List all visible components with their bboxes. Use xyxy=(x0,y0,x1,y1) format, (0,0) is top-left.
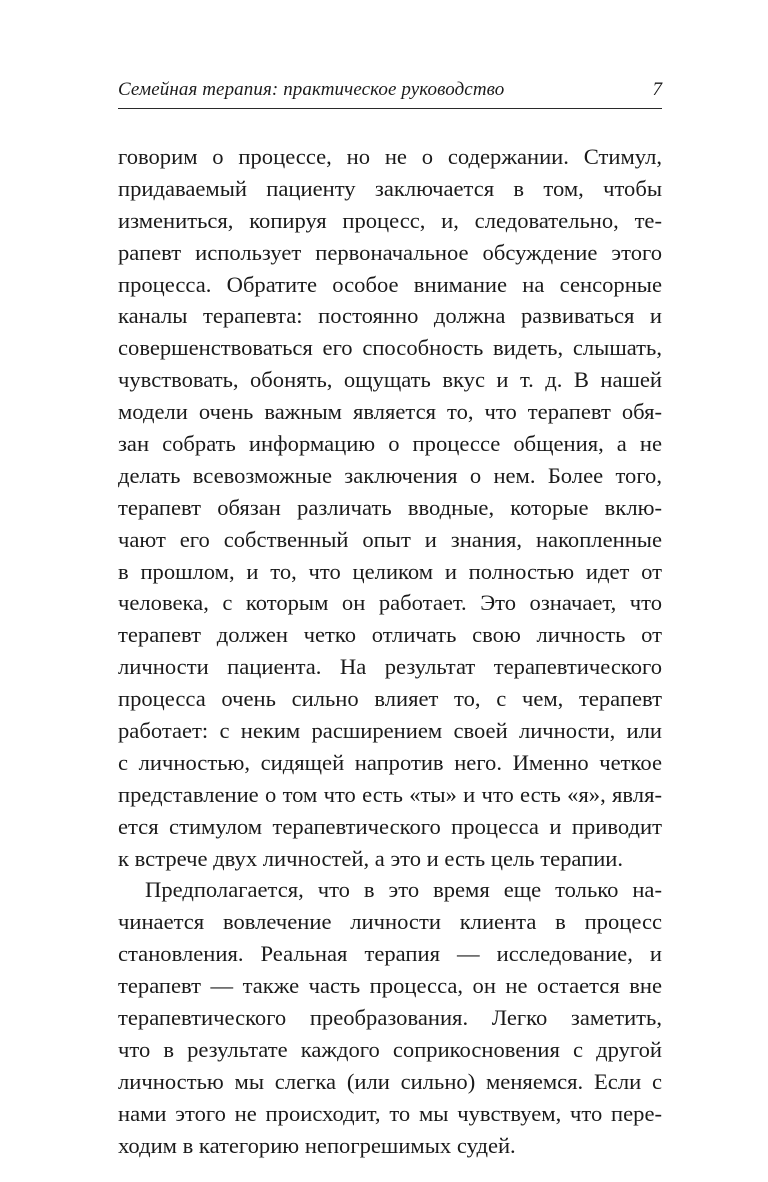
text-line: зан собрать информацию о процессе общения, а не xyxy=(118,431,662,457)
text-line: в прошлом, и то, что целиком и полностью идет от xyxy=(118,558,662,584)
text-line: ется стимулом терапевтического процесса и приводит xyxy=(118,813,662,839)
text-line: терапевтического преобразования. Легко заметить, xyxy=(118,1005,662,1031)
text-line: чинается вовлечение личности клиента в процесс xyxy=(118,909,662,935)
text-line: каналы терапевта: постоянно должна развиваться и xyxy=(118,303,662,329)
text-line: модели очень важным является то, что терапевт обя- xyxy=(118,399,662,425)
running-title: Семейная терапия: практическое руководство xyxy=(118,79,505,100)
text-line: становления. Реальная терапия — исследование, и xyxy=(118,941,662,967)
text-line: Предполагается, что в это время еще только на- xyxy=(145,877,662,903)
text-line: личностью мы слегка (или сильно) меняемся. Если с xyxy=(118,1068,662,1094)
text-line: процесса очень сильно влияет то, с чем, терапевт xyxy=(118,686,662,712)
text-line: представление о том что есть «ты» и что есть «я», явля- xyxy=(118,781,662,807)
text-line: чувствовать, обонять, ощущать вкус и т. д. В нашей xyxy=(118,367,662,393)
text-line: процесса. Обратите особое внимание на сенсорные xyxy=(118,271,662,297)
page-number: 7 xyxy=(652,79,662,100)
text-line: что в результате каждого соприкосновения с другой xyxy=(118,1036,662,1062)
text-line: чают его собственный опыт и знания, накопленные xyxy=(118,526,662,552)
text-line: личности пациента. На результат терапевтического xyxy=(118,654,662,680)
text-line: нами этого не происходит, то мы чувствуем, что пере- xyxy=(118,1100,662,1126)
text-line: терапевт должен четко отличать свою личность от xyxy=(118,622,662,648)
text-line: рапевт использует первоначальное обсуждение этого xyxy=(118,239,662,265)
text-line: работает: с неким расширением своей личности, или xyxy=(118,718,662,744)
text-line: измениться, копируя процесс, и, следовательно, те- xyxy=(118,207,662,233)
body-text xyxy=(118,141,662,1162)
text-line: придаваемый пациенту заключается в том, чтобы xyxy=(118,175,662,201)
text-line: совершенствоваться его способность видеть, слышать, xyxy=(118,335,662,361)
running-head xyxy=(118,76,662,109)
text-line: ходим в категорию непогрешимых судей. xyxy=(118,1132,516,1158)
text-line: человека, с которым он работает. Это означает, что xyxy=(118,590,662,616)
text-line: с личностью, сидящей напротив него. Именно четкое xyxy=(118,749,662,775)
text-line: к встрече двух личностей, а это и есть цель терапии. xyxy=(118,845,624,871)
paragraph-2 xyxy=(118,874,662,1161)
paragraph-1 xyxy=(118,141,662,874)
text-line: делать всевозможные заключения о нем. Более того, xyxy=(118,462,662,488)
text-line: терапевт обязан различать вводные, которые вклю- xyxy=(118,494,662,520)
text-line: терапевт — также часть процесса, он не остается вне xyxy=(118,973,662,999)
text-line: говорим о процессе, но не о содержании. Стимул, xyxy=(118,144,662,169)
